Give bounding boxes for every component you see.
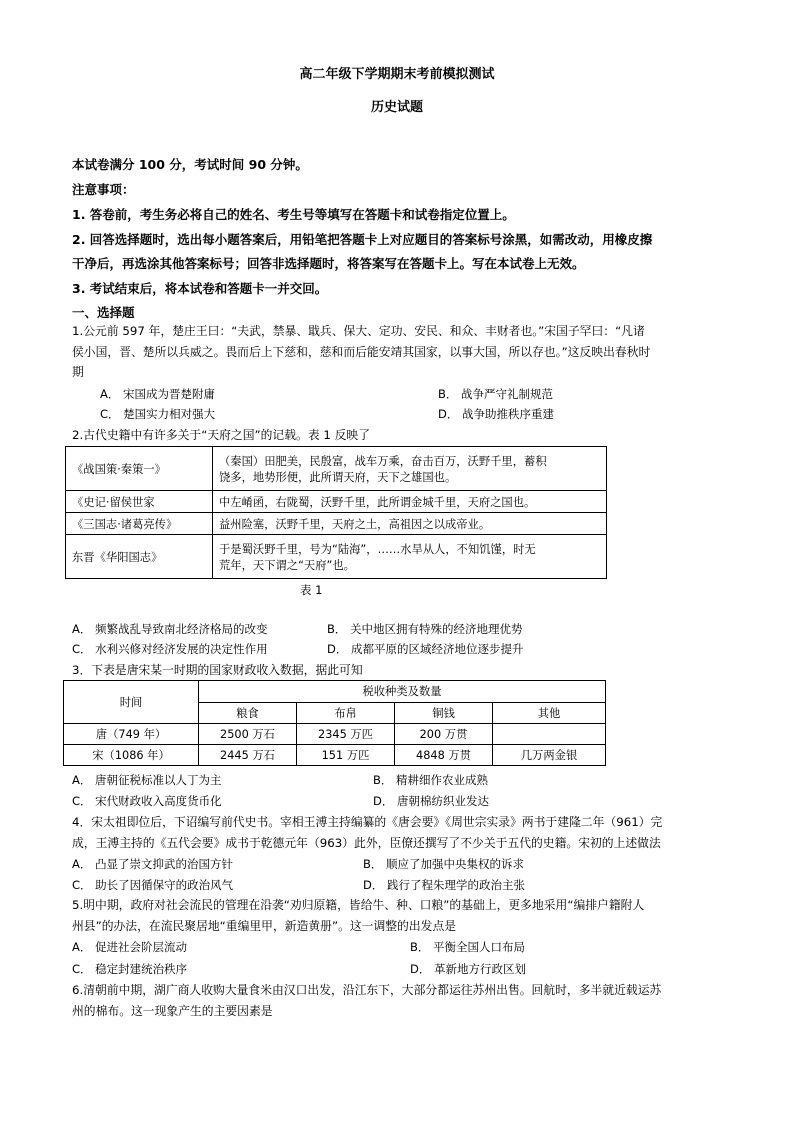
question-1-line: 1.公元前 597 年，楚庄王曰：“夫武，禁暴、戢兵、保大、定功、安民、和众、丰财者也。”宋国子罕曰：“凡诸: [72, 324, 645, 338]
quote-line: 饶多，地势形便，此所谓天府，天下之雄国也。: [219, 470, 457, 484]
question-3-option-d[interactable]: D． 唐朝棉纺织业发达: [373, 794, 490, 808]
question-6-line: 6.清朝前中期，湖广商人收购大量食米由汉口出发，沿江东下，大部分都运往苏州出售。回航时，多半就近载运苏: [72, 983, 662, 997]
table-header-row: [64, 681, 606, 703]
table-cell-source: 《战国策·秦策一》: [66, 447, 213, 491]
question-4-option-d[interactable]: D． 践行了程朱理学的政治主张: [363, 878, 526, 892]
table-cell-quote: [213, 447, 607, 491]
question-4-line: 4．宋太祖即位后，下诏编写前代史书。宰相王溥主持编纂的《唐会要》《周世宗实录》两书于建隆二年（961）完: [72, 815, 663, 829]
section-heading: 一、选择题: [72, 305, 135, 320]
table-cell: 2445 万石: [199, 745, 297, 766]
time-header: 时间: [64, 681, 199, 724]
question-2-option-b[interactable]: B． 关中地区拥有特殊的经济地理优势: [327, 622, 523, 636]
table-cell-quote: [213, 535, 607, 579]
question-5-line: 州县”的办法，在流民聚居地“重编里甲，新造黄册”。这一调整的出发点是: [72, 919, 457, 933]
notice-item: 2. 回答选择题时，选出每小题答案后，用铅笔把答题卡上对应题目的答案标号涂黑，如需改动，用橡皮擦: [72, 232, 653, 247]
table-row: [66, 535, 607, 579]
column-header: 粮食: [199, 702, 297, 724]
table-cell: 2345 万匹: [297, 724, 395, 745]
notice-heading: 注意事项：: [72, 182, 135, 197]
question-5-option-d[interactable]: D． 革新地方行政区划: [410, 962, 527, 976]
quote-line: 荒年，天下谓之“天府”也。: [219, 558, 355, 572]
question-3-option-c[interactable]: C． 宋代财政收入高度货币化: [72, 794, 222, 808]
question-2-option-d[interactable]: D． 成都平原的区域经济地位逐步提升: [327, 642, 524, 656]
table-cell: 200 万贯: [395, 724, 493, 745]
column-header: 布帛: [297, 702, 395, 724]
table-cell-source: 《三国志·诸葛亮传》: [66, 513, 213, 535]
table-row: [66, 513, 607, 535]
finance-table: [63, 680, 606, 766]
question-2-option-a[interactable]: A． 频繁战乱导致南北经济格局的改变: [72, 622, 268, 636]
question-6-line: 州的棉布。这一现象产生的主要因素是: [72, 1004, 273, 1018]
table-row: [64, 724, 606, 745]
table-cell-quote: 中左崤函，右陇蜀，沃野千里，此所谓金城千里，天府之国也。: [213, 491, 607, 513]
quote-line: 于是蜀沃野千里，号为“陆海”，……水旱从人，不知饥馑，时无: [219, 542, 536, 556]
table-cell: [493, 724, 606, 745]
question-5-option-a[interactable]: A． 促进社会阶层流动: [72, 940, 188, 954]
column-header: 铜钱: [395, 702, 493, 724]
exam-subject: 历史试题: [370, 100, 423, 115]
quote-line: （秦国）田肥美，民殷富，战车万乘，奋击百万，沃野千里，蓄积: [219, 454, 547, 468]
table-row: [66, 491, 607, 513]
table-caption: 表 1: [300, 583, 323, 597]
notice-item: 3. 考试结束后，将本试卷和答题卡一并交回。: [72, 281, 328, 296]
table-cell-source: 《史记·留侯世家: [66, 491, 213, 513]
question-3-option-b[interactable]: B． 精耕细作农业成熟: [373, 773, 489, 787]
table-cell: 几万两金银: [493, 745, 606, 766]
question-4-option-c[interactable]: C． 助长了因循保守的政治风气: [72, 878, 234, 892]
notice-item: 干净后，再选涂其他答案标号；回答非选择题时，将答案写在答题卡上。写在本试卷上无效。: [72, 256, 585, 271]
question-2-stem: 2.古代史籍中有许多关于“天府之国”的记载。表 1 反映了: [72, 428, 371, 442]
question-4-option-a[interactable]: A． 凸显了崇文抑武的治国方针: [72, 857, 234, 871]
question-1-option-a[interactable]: A． 宋国成为晋楚附庸: [100, 387, 216, 401]
table-row: [66, 447, 607, 491]
question-2-option-c[interactable]: C． 水利兴修对经济发展的决定性作用: [72, 642, 268, 656]
question-3-stem: 3．下表是唐宋某一时期的国家财政收入数据，据此可知: [72, 663, 363, 677]
table-cell-quote: 益州险塞，沃野千里，天府之土，高祖因之以成帝业。: [213, 513, 607, 535]
question-3-option-a[interactable]: A． 唐朝征税标准以人丁为主: [72, 773, 222, 787]
question-5-option-c[interactable]: C． 稳定封建统治秩序: [72, 962, 188, 976]
notice-item: 1. 答卷前，考生务必将自己的姓名、考生号等填写在答题卡和试卷指定位置上。: [72, 207, 515, 222]
question-1-line: 期: [72, 365, 84, 379]
table-cell: 2500 万石: [199, 724, 297, 745]
exam-title: 高二年级下学期期末考前模拟测试: [299, 67, 495, 82]
table-cell: 4848 万贯: [395, 745, 493, 766]
question-5-option-b[interactable]: B． 平衡全国人口布局: [410, 940, 526, 954]
score-line: 本试卷满分 100 分，考试时间 90 分钟。: [72, 157, 308, 172]
source-table: [65, 446, 607, 579]
column-header: 其他: [493, 702, 606, 724]
table-cell-time: 唐（749 年）: [64, 724, 199, 745]
question-1-option-b[interactable]: B． 战争严守礼制规范: [438, 387, 554, 401]
question-5-line: 5.明中期，政府对社会流民的管理在沿袭“劝归原籍，皆给牛、种、口粮”的基础上，更多地采用“编排户籍附人: [72, 898, 645, 912]
table-row: [64, 745, 606, 766]
question-1-option-d[interactable]: D． 战争助推秩序重建: [438, 407, 555, 421]
question-1-line: 侯小国，晋、楚所以兵威之。畏而后上下慈和，慈和而后能安靖其国家，以事大国，所以存也。”这反映出春秋时: [72, 345, 651, 359]
question-4-line: 成，王溥主持的《五代会要》成书于乾德元年（963）此外，臣僚还撰写了不少关于五代的史籍。宋初的上述做法: [72, 836, 661, 850]
table-cell-source: 东晋《华阳国志》: [66, 535, 213, 579]
question-4-option-b[interactable]: B． 顺应了加强中央集权的诉求: [363, 857, 525, 871]
table-cell: 151 万匹: [297, 745, 395, 766]
group-header: 税收种类及数量: [199, 681, 606, 703]
table-cell-time: 宋（1086 年）: [64, 745, 199, 766]
question-1-option-c[interactable]: C． 楚国实力相对强大: [100, 407, 216, 421]
